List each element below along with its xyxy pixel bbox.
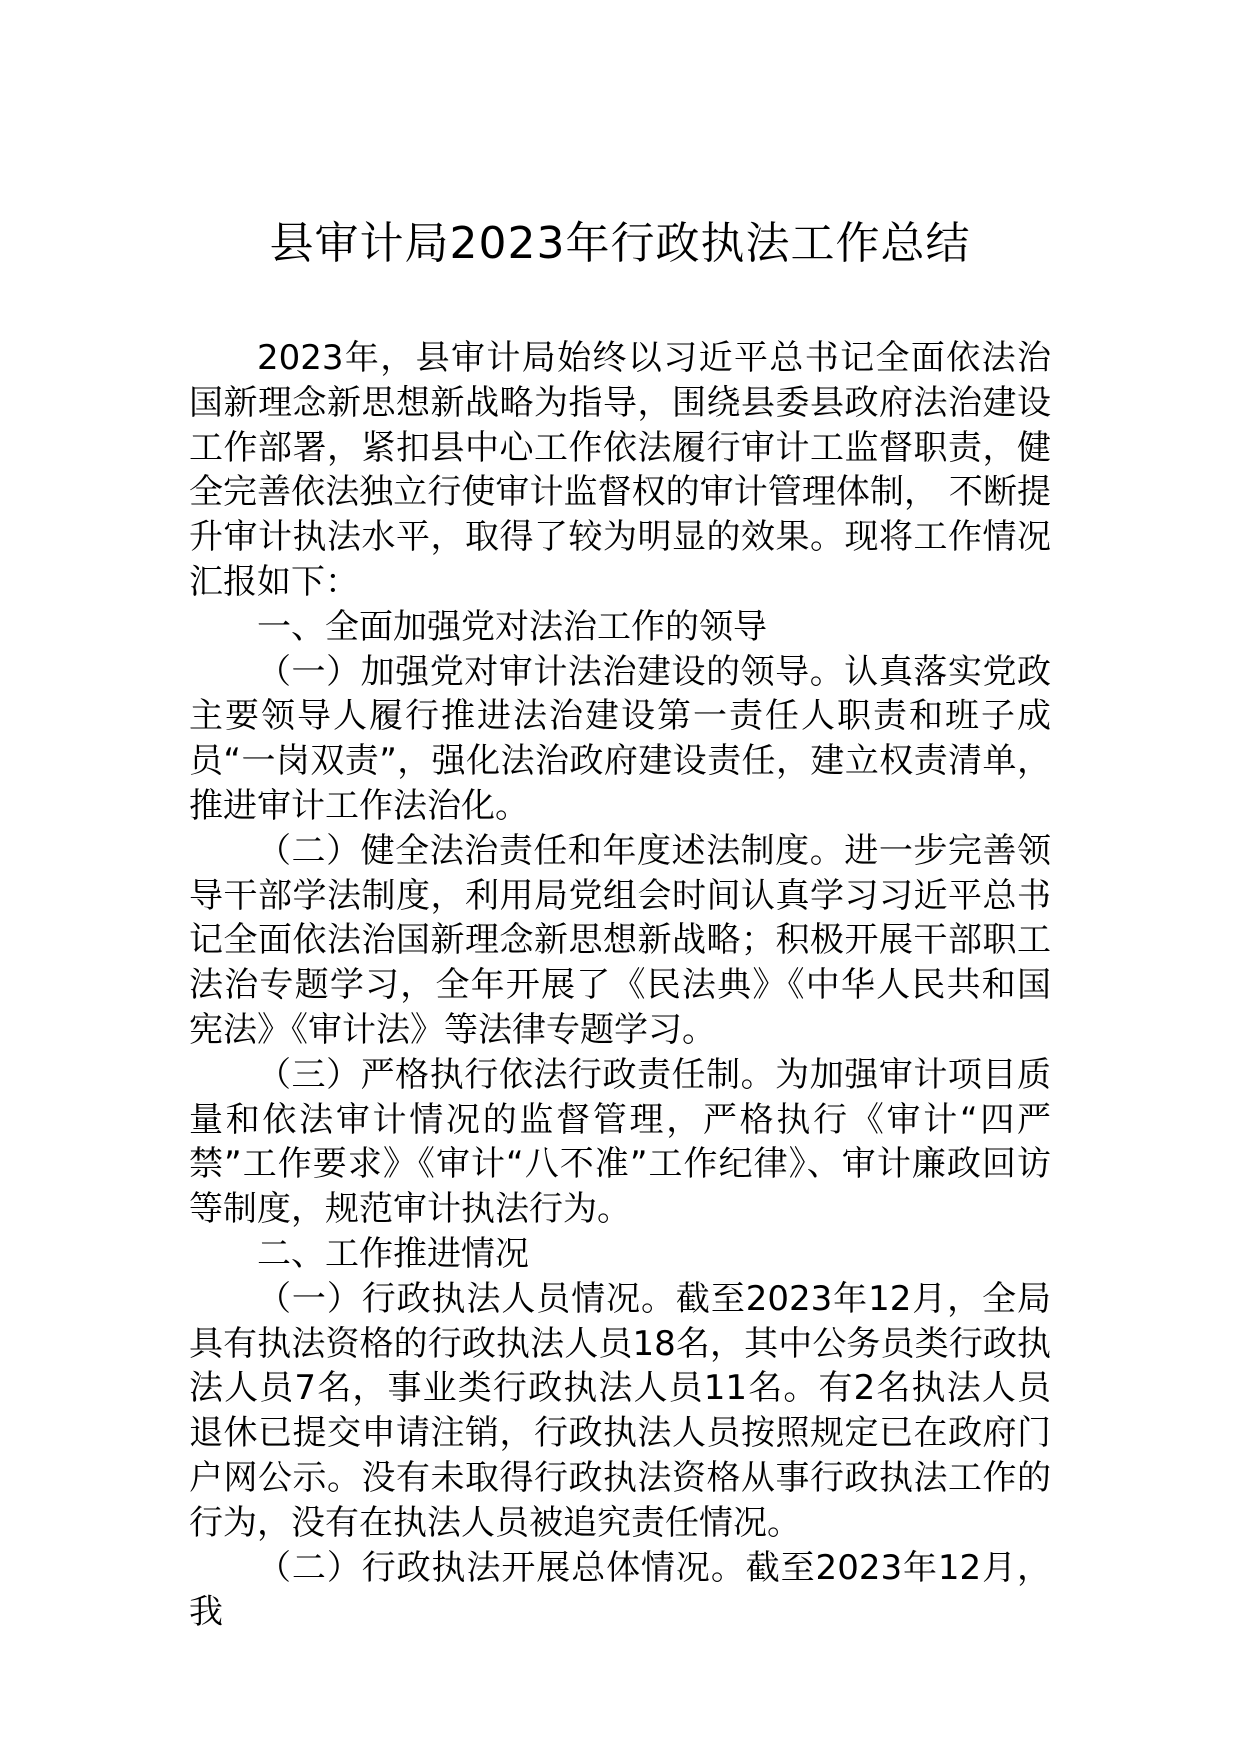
document-title: 县审计局2023年行政执法工作总结 — [269, 218, 971, 269]
document-body — [189, 336, 1051, 1635]
paragraph-1-1: （一）加强党对审计法治建设的领导。认真落实党政主要领导人履行推进法治建设第一责任人职责和班子成员“一岗双责”，强化法治政府建设责任，建立权责清单，推进审计工作法治化。 — [189, 651, 1051, 826]
paragraph-intro: 2023年，县审计局始终以习近平总书记全面依法治国新理念新思想新战略为指导，围绕县委县政府法治建设工作部署，紧扣县中心工作依法履行审计工监督职责，健全完善依法独立行使审计监督权的审计管理体制， 不断提升审计执法水平，取得了较为明显的效果。现将工作情况汇报如下： — [189, 338, 1051, 602]
paragraph-2-2: （二）行政执法开展总体情况。截至2023年12月，我 — [189, 1547, 1051, 1633]
section-heading-2: 二、工作推进情况 — [257, 1233, 529, 1274]
section-heading-1: 一、全面加强党对法治工作的领导 — [257, 606, 767, 647]
paragraph-1-2: （二）健全法治责任和年度述法制度。进一步完善领导干部学法制度，利用局党组会时间认真学习习近平总书记全面依法治国新理念新思想新战略；积极开展干部职工法治专题学习，全年开展了《民法典》《中华人民共和国宪法》《审计法》等法律专题学习。 — [189, 830, 1051, 1050]
paragraph-2-1: （一）行政执法人员情况。截至2023年12月，全局具有执法资格的行政执法人员18名，其中公务员类行政执法人员7名，事业类行政执法人员11名。有2名执法人员退休已提交申请注销，行政执法人员按照规定已在政府门户网公示。没有未取得行政执法资格从事行政执法工作的行为，没有在执法人员被追究责任情况。 — [189, 1278, 1051, 1543]
paragraph-1-3: （三）严格执行依法行政责任制。为加强审计项目质量和依法审计情况的监督管理，严格执行《审计“四严禁”工作要求》《审计“八不准”工作纪律》、审计廉政回访等制度，规范审计执法行为。 — [189, 1054, 1051, 1230]
